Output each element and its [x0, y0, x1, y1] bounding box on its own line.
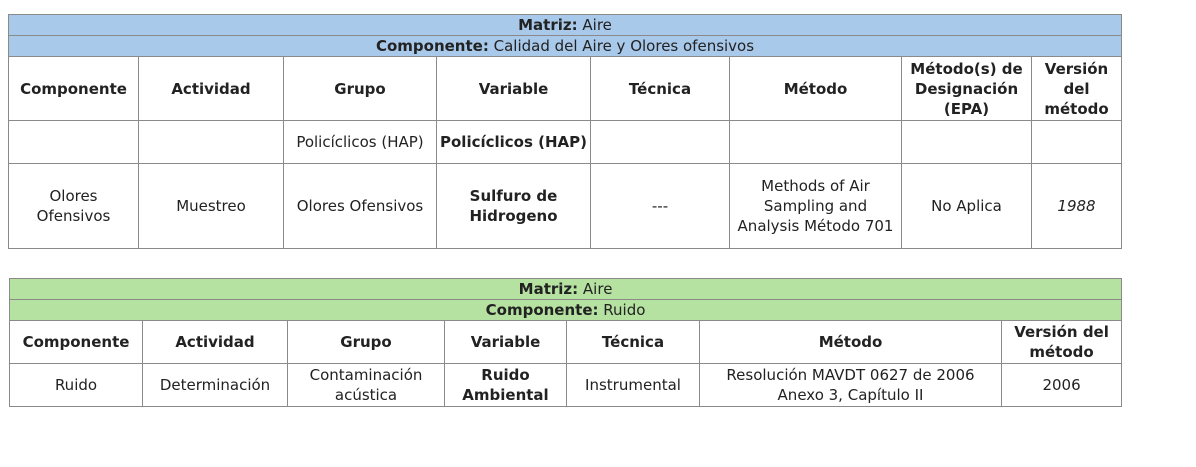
col-header-variable: Variable — [437, 57, 591, 121]
cell-actividad: Muestreo — [139, 164, 284, 249]
table-row — [9, 121, 1122, 164]
col-header-metodo-epa: Método(s) de Designación (EPA) — [902, 57, 1032, 121]
cell-version — [1032, 121, 1122, 164]
componente-header — [10, 300, 1122, 321]
col-header-componente: Componente — [9, 57, 139, 121]
matriz-label: Matriz: — [518, 279, 579, 298]
cell-metodo: Methods of Air Sampling and Analysis Método 701 — [730, 164, 902, 249]
col-header-metodo: Método — [730, 57, 902, 121]
cell-tecnica — [591, 121, 730, 164]
cell-variable: Ruido Ambiental — [445, 364, 567, 407]
matriz-header — [9, 15, 1122, 36]
cell-variable: Policíclicos (HAP) — [437, 121, 591, 164]
componente-value: Calidad del Aire y Olores ofensivos — [493, 36, 755, 55]
col-header-actividad: Actividad — [143, 321, 288, 364]
cell-version: 1988 — [1032, 164, 1122, 249]
col-header-variable: Variable — [445, 321, 567, 364]
cell-tecnica: Instrumental — [567, 364, 700, 407]
matriz-header — [10, 279, 1122, 300]
cell-metodo: Resolución MAVDT 0627 de 2006 Anexo 3, Capítulo II — [700, 364, 1002, 407]
componente-label: Componente: — [375, 36, 489, 55]
aire-calidad-table — [8, 14, 1122, 249]
cell-actividad — [139, 121, 284, 164]
table-row — [10, 364, 1122, 407]
cell-componente: Ruido — [10, 364, 143, 407]
col-header-version: Versión del método — [1002, 321, 1122, 364]
col-header-tecnica: Técnica — [591, 57, 730, 121]
cell-variable: Sulfuro de Hidrogeno — [437, 164, 591, 249]
matriz-label: Matriz: — [518, 15, 578, 34]
aire-ruido-table — [9, 278, 1122, 407]
col-header-componente: Componente — [10, 321, 143, 364]
cell-metodo — [730, 121, 902, 164]
cell-metodo-epa: No Aplica — [902, 164, 1032, 249]
cell-tecnica: --- — [591, 164, 730, 249]
col-header-metodo: Método — [700, 321, 1002, 364]
col-header-tecnica: Técnica — [567, 321, 700, 364]
cell-grupo: Contaminación acústica — [288, 364, 445, 407]
matriz-value: Aire — [582, 15, 612, 34]
table-row — [9, 164, 1122, 249]
componente-header — [9, 36, 1122, 57]
col-header-grupo: Grupo — [284, 57, 437, 121]
column-header-row — [10, 321, 1122, 364]
cell-version: 2006 — [1002, 364, 1122, 407]
componente-label: Componente: — [485, 300, 599, 319]
cell-metodo-epa — [902, 121, 1032, 164]
col-header-version: Versión del método — [1032, 57, 1122, 121]
col-header-actividad: Actividad — [139, 57, 284, 121]
cell-componente — [9, 121, 139, 164]
cell-grupo: Policíclicos (HAP) — [284, 121, 437, 164]
column-header-row — [9, 57, 1122, 121]
cell-actividad: Determinación — [143, 364, 288, 407]
col-header-grupo: Grupo — [288, 321, 445, 364]
componente-value: Ruido — [603, 300, 646, 319]
cell-componente: Olores Ofensivos — [9, 164, 139, 249]
matriz-value: Aire — [582, 279, 613, 298]
cell-grupo: Olores Ofensivos — [284, 164, 437, 249]
